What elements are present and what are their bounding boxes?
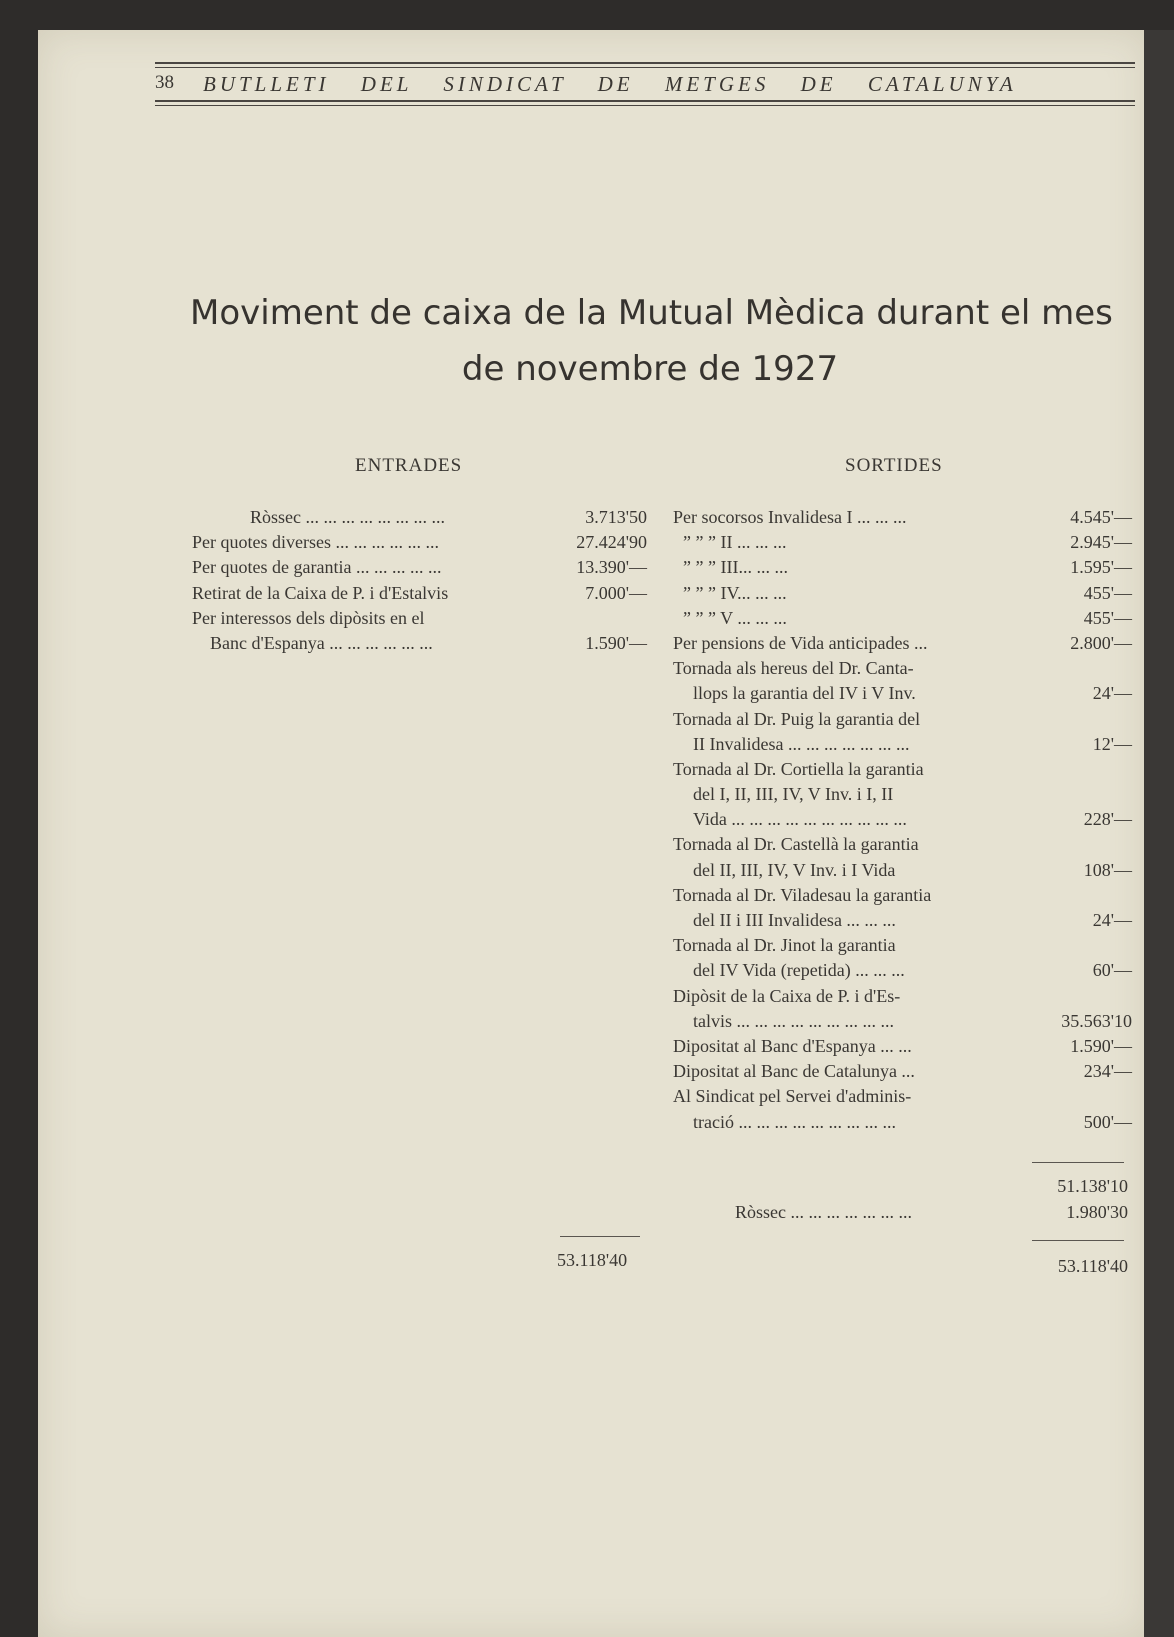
table-row [673, 656, 1128, 681]
table-row [192, 505, 647, 530]
row-label: Tornada al Dr. Viladesau la garantia [673, 884, 932, 905]
row-label: Tornada al Dr. Castellà la garantia [673, 834, 919, 855]
table-row [192, 530, 647, 555]
table-row [192, 631, 647, 656]
sortides-rossec-label: Ròssec ... ... ... ... ... ... ... [735, 1202, 912, 1222]
row-amount: 2.945'— [1070, 532, 1132, 553]
sortides-subtotal-row [673, 1176, 1128, 1201]
sortides-total-row [673, 1256, 1128, 1281]
row-amount: 108'— [1083, 859, 1132, 880]
row-label: Banc d'Espanya ... ... ... ... ... ... [210, 632, 433, 653]
row-label: del II i III Invalidesa ... ... ... [693, 910, 896, 930]
table-row [192, 581, 647, 606]
row-amount: 7.000'— [585, 582, 647, 603]
table-row [673, 908, 1132, 933]
row-label: ” ” ” IV... ... ... [683, 582, 787, 603]
row-label: Tornada al Dr. Cortiella la garantia [673, 758, 924, 779]
table-row [673, 984, 1128, 1009]
row-label: Dipòsit de la Caixa de P. i d'Es- [673, 985, 901, 1006]
table-row [673, 832, 1128, 857]
row-label: del I, II, III, IV, V Inv. i I, II [693, 784, 894, 805]
row-label: Ròssec ... ... ... ... ... ... ... ... [250, 507, 445, 527]
row-amount: 24'— [1092, 683, 1132, 704]
header-rule-top [155, 62, 1135, 64]
sortides-total: 53.118'40 [1057, 1256, 1128, 1276]
row-label: ” ” ” II ... ... ... [683, 532, 787, 553]
title-line-1: Moviment de caixa de la Mutual Mèdica durant el mes [190, 293, 1113, 333]
row-label: talvis ... ... ... ... ... ... ... ... ... [693, 1010, 894, 1031]
sortides-rossec-row [673, 1202, 1128, 1227]
row-amount: 2.800'— [1070, 632, 1132, 653]
row-amount: 35.563'10 [1061, 1010, 1132, 1031]
table-row [673, 958, 1132, 983]
row-label: Al Sindicat pel Servei d'adminis- [673, 1086, 912, 1107]
table-row [673, 757, 1128, 782]
sortides-subtotal-rule [1032, 1162, 1124, 1163]
table-row [673, 883, 1128, 908]
row-amount: 24'— [1092, 910, 1132, 930]
row-label: Per pensions de Vida anticipades ... [673, 632, 928, 653]
row-label: Per quotes de garantia ... ... ... ... ... [192, 557, 442, 578]
running-header [155, 72, 1140, 98]
row-label: ” ” ” V ... ... ... [683, 607, 787, 628]
table-row [673, 581, 1132, 606]
table-row [673, 1084, 1128, 1109]
row-amount: 1.590'— [1070, 1035, 1132, 1056]
running-title: BUTLLETI DEL SINDICAT DE METGES DE CATALUNYA [203, 72, 1017, 96]
row-amount: 3.713'50 [585, 507, 647, 527]
row-amount: 1.595'— [1070, 557, 1132, 578]
header-rule-bottom [155, 100, 1135, 102]
row-label: del II, III, IV, V Inv. i I Vida [693, 859, 896, 880]
sortides-heading: SORTIDES [845, 455, 943, 476]
row-label: Tornada al Dr. Jinot la garantia [673, 935, 896, 956]
table-row [673, 1034, 1132, 1059]
row-amount: 228'— [1083, 809, 1132, 830]
row-label: Retirat de la Caixa de P. i d'Estalvis [192, 582, 449, 603]
page-number: 38 [155, 72, 174, 93]
sortides-rossec-amount: 1.980'30 [1066, 1202, 1128, 1222]
row-label: llops la garantia del IV i V Inv. [693, 683, 916, 704]
table-row [673, 933, 1128, 958]
sortides-list [673, 505, 1132, 1135]
table-row [673, 1059, 1132, 1084]
row-amount: 455'— [1083, 607, 1132, 628]
table-row [673, 555, 1132, 580]
row-label: Dipositat al Banc d'Espanya ... ... [673, 1035, 912, 1056]
row-label: Tornada al Dr. Puig la garantia del [673, 708, 921, 729]
row-amount: 60'— [1092, 960, 1132, 981]
table-row [673, 631, 1132, 656]
table-row [673, 1009, 1132, 1034]
row-label: Dipositat al Banc de Catalunya ... [673, 1061, 915, 1082]
table-row [673, 782, 1128, 807]
row-amount: 13.390'— [576, 557, 647, 578]
entrades-total-rule [560, 1236, 640, 1237]
table-row [673, 606, 1132, 631]
title-line-2: de novembre de 1927 [461, 349, 839, 389]
row-amount: 1.590'— [585, 632, 647, 653]
row-amount: 455'— [1083, 582, 1132, 603]
table-row [673, 505, 1132, 530]
table-row [673, 1110, 1132, 1135]
row-amount: 12'— [1092, 733, 1132, 754]
page-edge [1144, 30, 1174, 1637]
row-label: Per socorsos Invalidesa I ... ... ... [673, 507, 907, 527]
table-row [673, 807, 1132, 832]
row-label: Per quotes diverses ... ... ... ... ... ... [192, 532, 439, 553]
page-title [160, 285, 1140, 397]
table-row [192, 606, 647, 631]
entrades-total: 53.118'40 [557, 1250, 628, 1270]
row-amount: 500'— [1083, 1111, 1132, 1132]
sortides-total-rule [1032, 1240, 1124, 1241]
header-rule-top-thin [155, 67, 1135, 68]
row-label: tració ... ... ... ... ... ... ... ... ... [693, 1111, 896, 1132]
table-row [673, 732, 1132, 757]
row-label: Per interessos dels dipòsits en el [192, 607, 425, 628]
row-amount: 4.545'— [1070, 507, 1132, 527]
table-row [673, 681, 1132, 706]
table-row [673, 707, 1128, 732]
row-amount: 27.424'90 [576, 532, 647, 553]
row-label: Vida ... ... ... ... ... ... ... ... ... ... [693, 809, 907, 830]
row-amount: 234'— [1083, 1061, 1132, 1082]
table-row [673, 530, 1132, 555]
entrades-heading: ENTRADES [355, 455, 463, 476]
row-label: Tornada als hereus del Dr. Canta- [673, 658, 914, 679]
entrades-list [192, 505, 647, 656]
table-row [673, 858, 1132, 883]
row-label: del IV Vida (repetida) ... ... ... [693, 960, 905, 981]
header-rule-bottom-thin [155, 105, 1135, 106]
row-label: II Invalidesa ... ... ... ... ... ... ... [693, 733, 910, 754]
row-label: ” ” ” III... ... ... [683, 557, 788, 578]
table-row [192, 555, 647, 580]
sortides-subtotal: 51.138'10 [1057, 1176, 1128, 1196]
